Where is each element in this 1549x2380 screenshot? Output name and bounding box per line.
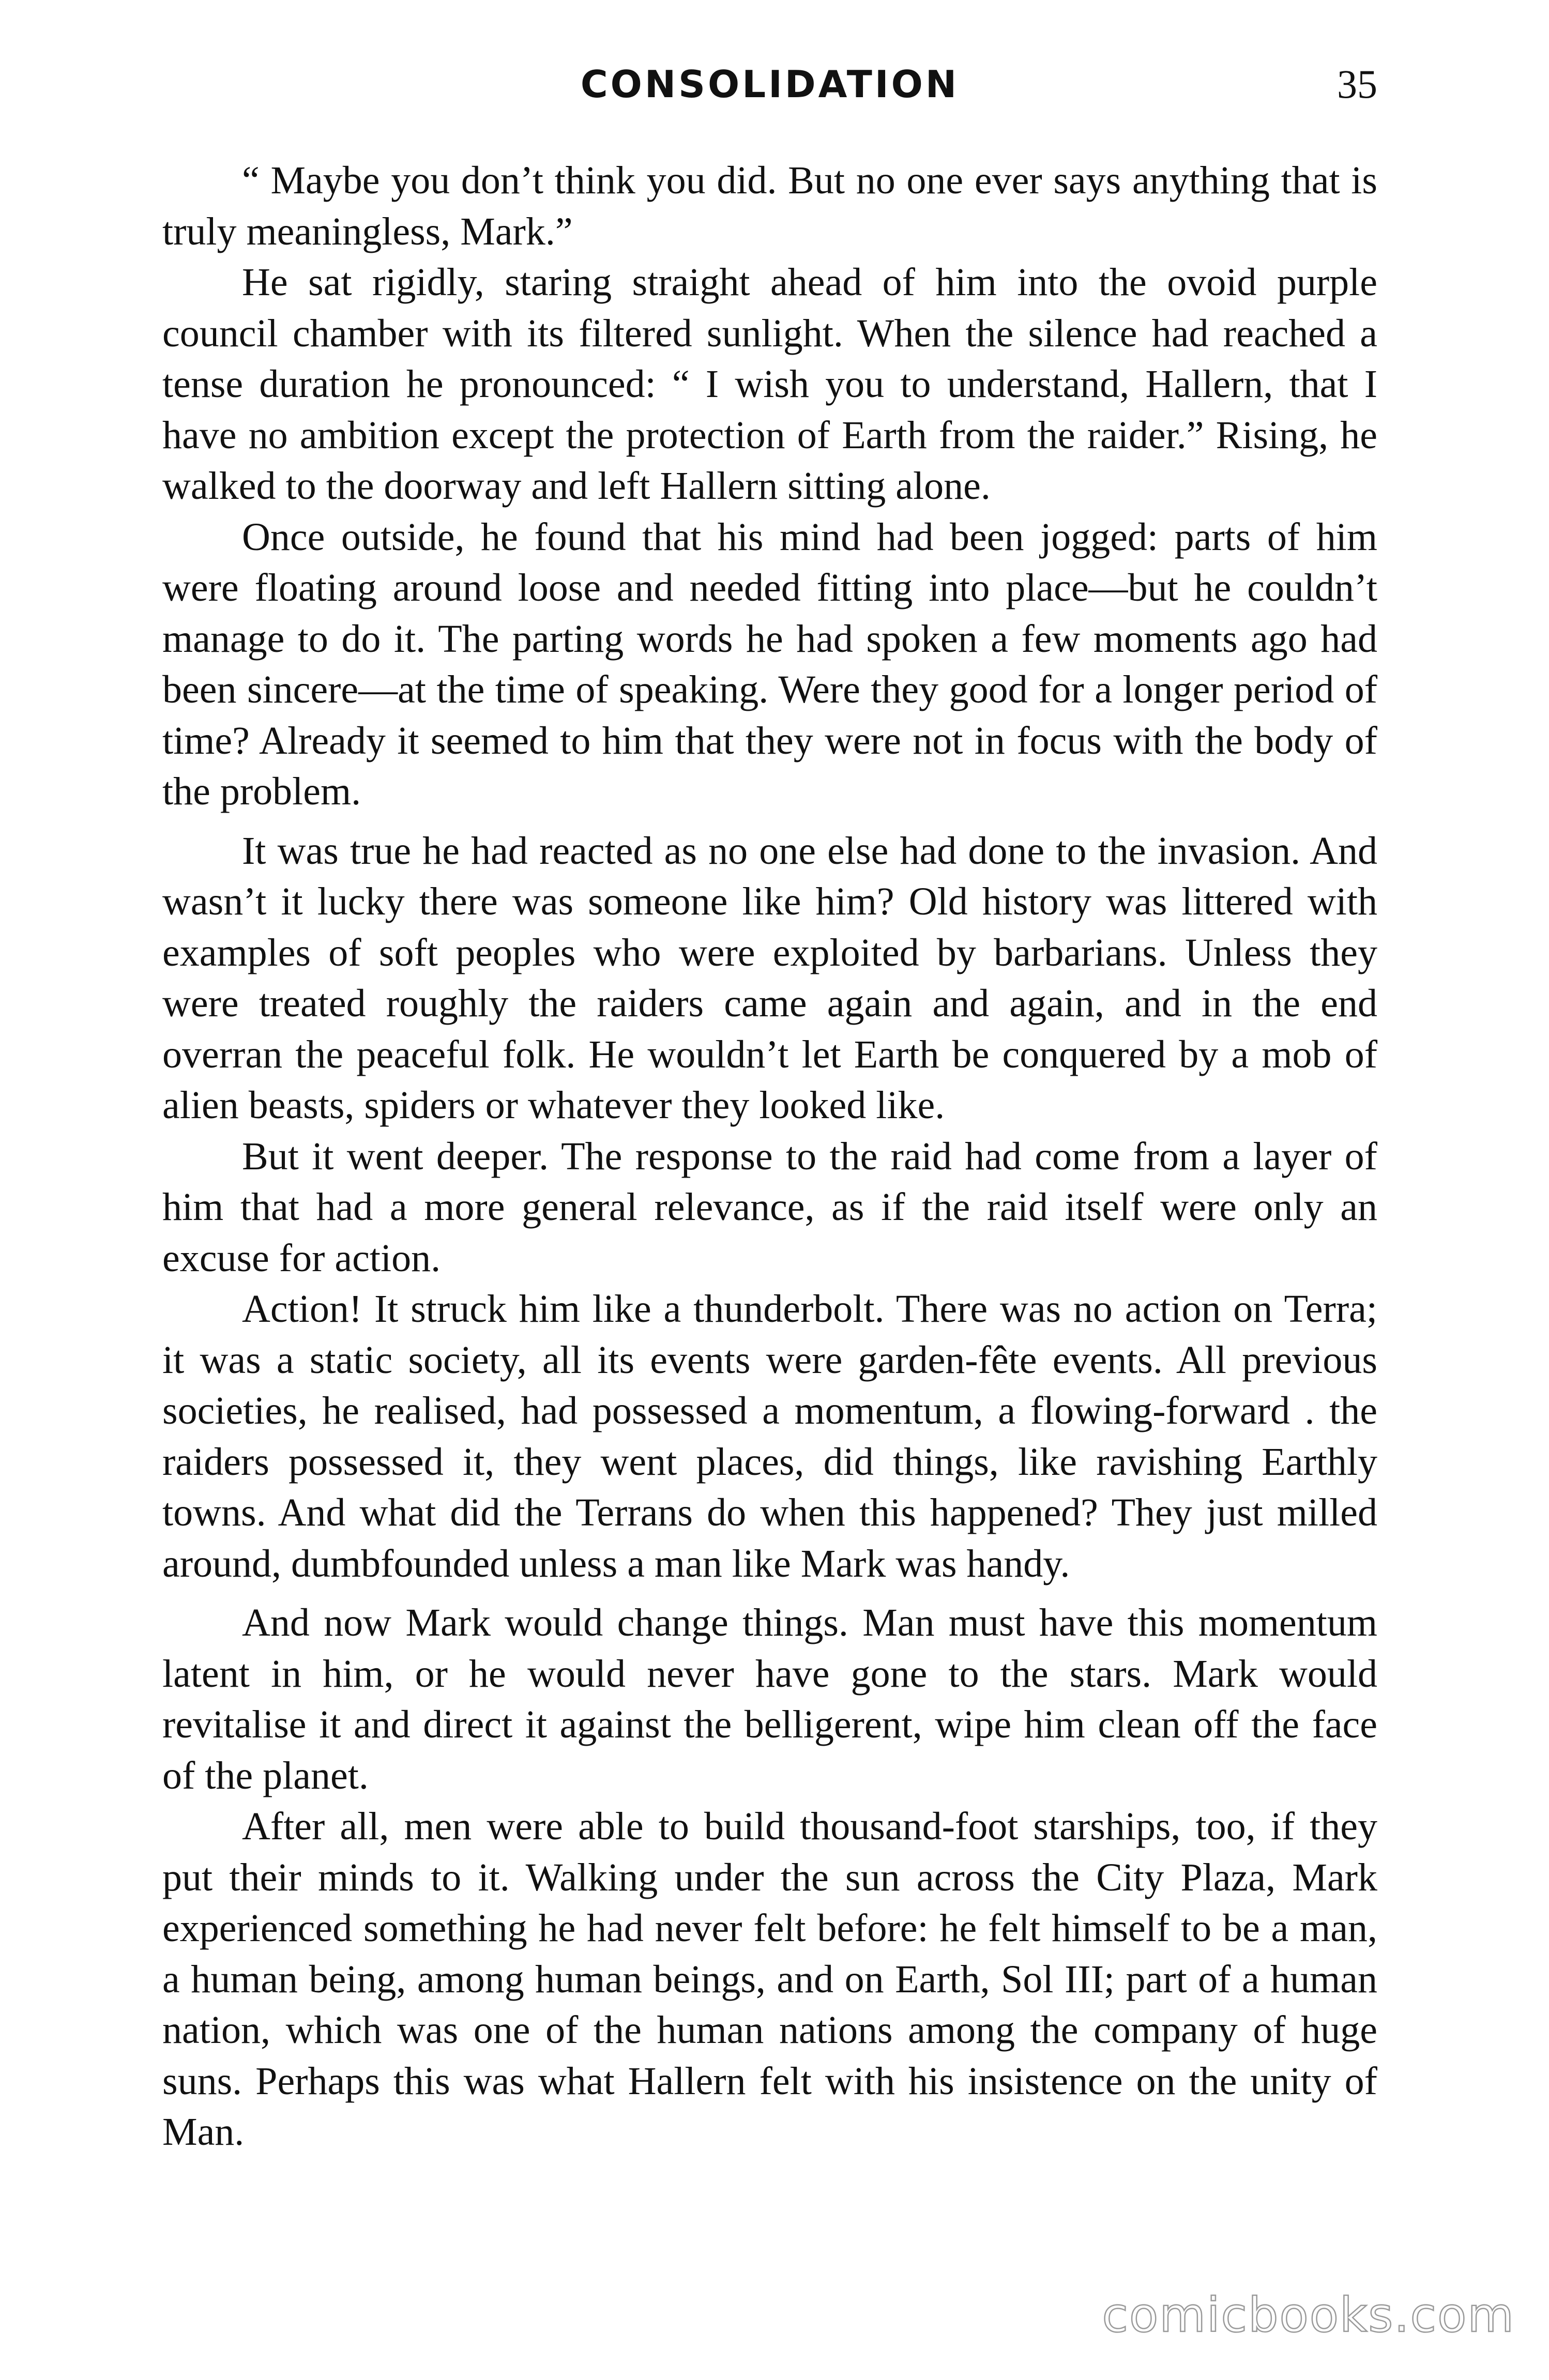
site-watermark: comicbooks.com	[1102, 2287, 1515, 2343]
paragraph-4: It was true he had reacted as no one else had done to the invasion. And wasn’t it lucky there was someone like him? Old history was littered with examples of soft peoples who were exploited by barbarians. Unless they were treated roughly the raiders came again and again, and in the end overran the peaceful folk. He wouldn’t let Earth be conquered by a mob of alien beasts, spiders or whatever they looked like.	[162, 829, 1377, 1127]
paragraph-7: And now Mark would change things. Man must have this momentum latent in him, or he would never have gone to the stars. Mark would revitalise it and direct it against the belligerent, wipe him clean off the face of the planet.	[162, 1601, 1377, 1797]
running-head	[162, 56, 1377, 113]
page-number: 35	[1337, 62, 1377, 106]
paragraph-5: But it went deeper. The response to the raid had come from a layer of him that had a more general relevance, as if the raid itself were only an excuse for action.	[162, 1134, 1377, 1280]
body-text	[162, 155, 1377, 2158]
paragraph-2: He sat rigidly, staring straight ahead of him into the ovoid purple council chamber with its filtered sunlight. When the silence had reached a tense duration he pronounced: “ I wish you to understand, Hallern, that I have no ambition except the protection of Earth from the raider.” Rising, he walked to the doorway and left Hallern sitting alone.	[162, 261, 1377, 508]
paragraph-3: Once outside, he found that his mind had been jogged: parts of him were floating around loose and needed fitting into place—but he couldn’t manage to do it. The parting words he had spoken a few moments ago had been sincere—at the time of speaking. Were they good for a longer period of time? Already it seemed to him that they were not in focus with the body of the problem.	[162, 515, 1377, 813]
paragraph-8: After all, men were able to build thousand-foot starships, too, if they put their minds to it. Walking under the sun across the City Plaza, Mark experienced something he had never felt before: he felt himself to be a man, a human being, among human beings, and on Earth, Sol III; part of a human nation, which was one of the human nations among the company of huge suns. Perhaps this was what Hallern felt with his insistence on the unity of Man.	[162, 1805, 1377, 2154]
chapter-title: CONSOLIDATION	[580, 63, 960, 106]
paragraph-6: Action! It struck him like a thunderbolt. There was no action on Terra; it was a static society, all its events were garden-fête events. All previous societies, he realised, had possessed a momentum, a flowing-forward . the raiders possessed it, they went places, did things, like ravishing Earthly towns. And what did the Terrans do when this happened? They just milled around, dumbfounded unless a man like Mark was handy.	[162, 1287, 1377, 1585]
paragraph-1: “ Maybe you don’t think you did. But no one ever says anything that is truly meaningless, Mark.”	[162, 159, 1377, 253]
